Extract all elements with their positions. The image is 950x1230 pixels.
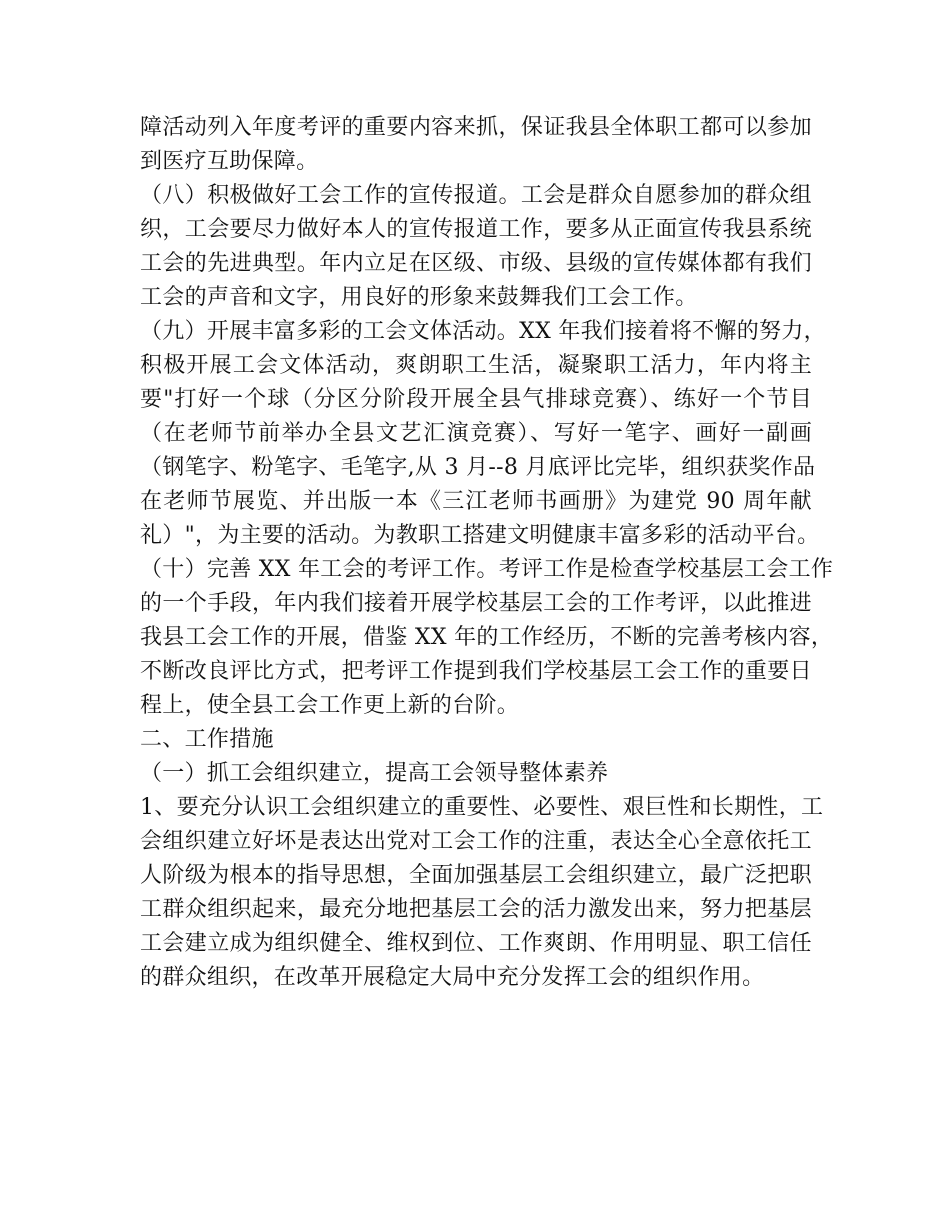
text-line: 人阶级为根本的指导思想，全面加强基层工会组织建立，最广泛把职 (140, 863, 812, 888)
text-line: 要"打好一个球（分区分阶段开展全县气排球竞赛）、练好一个节目 (140, 387, 812, 412)
text-line: 礼）"，为主要的活动。为教职工搭建文明健康丰富多彩的活动平台。 (140, 523, 820, 548)
text-line: 工会的先进典型。年内立足在区级、市级、县级的宣传媒体都有我们 (140, 251, 812, 276)
text-line: 1、要充分认识工会组织建立的重要性、必要性、艰巨性和长期性，工 (140, 795, 824, 820)
text-line: 不断改良评比方式，把考评工作提到我们学校基层工会工作的重要日 (140, 659, 812, 684)
text-line: （钢笔字、粉笔字、毛笔字,从 3 月--8 月底评比完毕，组织获奖作品 (140, 455, 816, 480)
text-line: 的一个手段，年内我们接着开展学校基层工会的工作考评，以此推进 (140, 591, 812, 616)
text-line: 程上，使全县工会工作更上新的台阶。 (140, 693, 520, 718)
document-body (140, 112, 834, 996)
text-line: 的群众组织，在改革开展稳定大局中充分发挥工会的组织作用。 (140, 965, 765, 990)
text-line: 积极开展工会文体活动，爽朗职工生活，凝聚职工活力，年内将主 (140, 353, 812, 378)
text-line: （八）积极做好工会工作的宣传报道。工会是群众自愿参加的群众组 (140, 183, 812, 208)
text-line: （九）开展丰富多彩的工会文体活动。XX 年我们接着将不懈的努力， (140, 319, 826, 344)
text-line: （在老师节前举办全县文艺汇演竞赛）、写好一笔字、画好一副画 (140, 421, 812, 446)
text-line: 二、工作措施 (140, 727, 274, 752)
text-line: 织，工会要尽力做好本人的宣传报道工作，要多从正面宣传我县系统 (140, 217, 812, 242)
text-line: 我县工会工作的开展，借鉴 XX 年的工作经历，不断的完善考核内容， (140, 625, 834, 650)
text-line: 工群众组织起来，最充分地把基层工会的活力激发出来，努力把基层 (140, 897, 812, 922)
text-line: （十）完善 XX 年工会的考评工作。考评工作是检查学校基层工会工作 (140, 557, 834, 582)
text-line: （一）抓工会组织建立，提高工会领导整体素养 (140, 761, 609, 786)
text-line: 障活动列入年度考评的重要内容来抓，保证我县全体职工都可以参加 (140, 115, 812, 140)
text-line: 会组织建立好坏是表达出党对工会工作的注重，表达全心全意依托工 (140, 829, 812, 854)
text-line: 工会建立成为组织健全、维权到位、工作爽朗、作用明显、职工信任 (140, 931, 812, 956)
text-line: 在老师节展览、并出版一本《三江老师书画册》为建党 90 周年献 (140, 489, 812, 514)
text-line: 到医疗互助保障。 (140, 149, 319, 174)
text-line: 工会的声音和文字，用良好的形象来鼓舞我们工会工作。 (140, 285, 698, 310)
